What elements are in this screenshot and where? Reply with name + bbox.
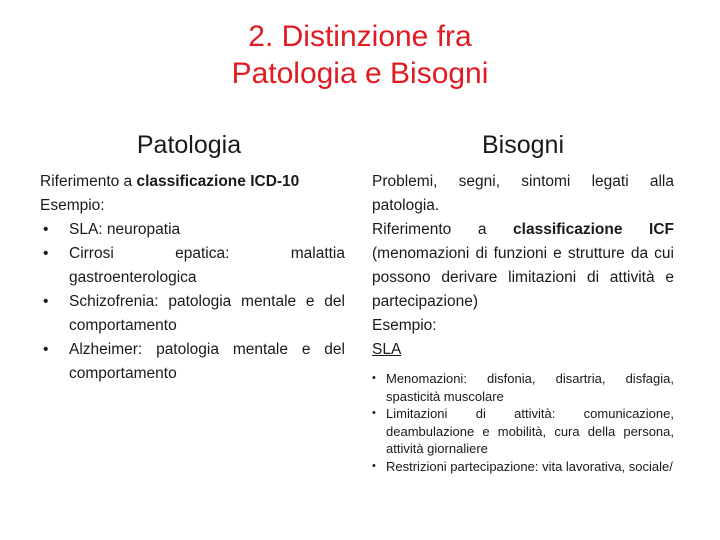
icf-reference-suffix: (menomazioni di funzioni e strutture da cui possono derivare limitazioni di attività e partecipazione) [372,245,674,310]
needs-column [372,130,674,475]
needs-example-label: Esempio: [372,317,437,334]
list-item-text: Alzheimer: patologia mentale e del comportamento [69,341,345,382]
list-item [372,458,674,476]
bullet-icon: • [43,341,49,358]
list-item-text: Limitazioni di attività: comunicazione, deambulazione e mobilità, cura della persona, attività giornaliere [386,406,674,456]
list-item-text: Menomazioni: disfonia, disartria, disfagia, spasticità muscolare [386,371,674,404]
needs-body [372,170,674,362]
icf-classification: classificazione ICF [513,221,674,238]
bullet-icon: • [43,293,49,310]
bullet-icon: • [372,372,376,384]
bullet-icon: • [43,245,49,262]
list-item-text: Cirrosi epatica: malattia gastroenterologica [69,245,345,286]
icf-reference-prefix: Riferimento a [372,221,514,238]
bullet-icon: • [43,221,49,238]
bullet-icon: • [372,407,376,419]
list-item [40,218,345,242]
pathology-column [40,130,345,386]
pathology-example-label: Esempio: [40,197,105,214]
pathology-heading: Patologia [136,131,242,159]
needs-example-item: SLA [372,341,402,358]
list-item [40,338,345,386]
slide-title-line-2: Patologia e Bisogni [231,57,489,90]
icd-reference-prefix: Riferimento a [40,173,137,190]
list-item-text: SLA: neuropatia [69,221,181,238]
list-item [40,242,345,290]
list-item [372,405,674,458]
icd-reference [40,170,345,194]
slide-title-line-1: 2. Distinzione fra [248,20,472,53]
list-item-text: Restrizioni partecipazione: vita lavorativa, sociale/ [386,458,673,474]
pathology-list [40,218,345,386]
icd-classification: classificazione ICD-10 [136,173,300,190]
pathology-body [40,170,345,386]
icf-reference [372,218,674,314]
slide-title [0,18,720,92]
list-item-text: Schizofrenia: patologia mentale e del comportamento [69,293,345,334]
bullet-icon: • [372,459,376,472]
list-item [372,370,674,405]
needs-heading: Bisogni [482,131,564,159]
needs-sub-list [372,370,674,475]
list-item [40,290,345,338]
needs-problems-text: Problemi, segni, sintomi legati alla patologia. [372,173,674,214]
